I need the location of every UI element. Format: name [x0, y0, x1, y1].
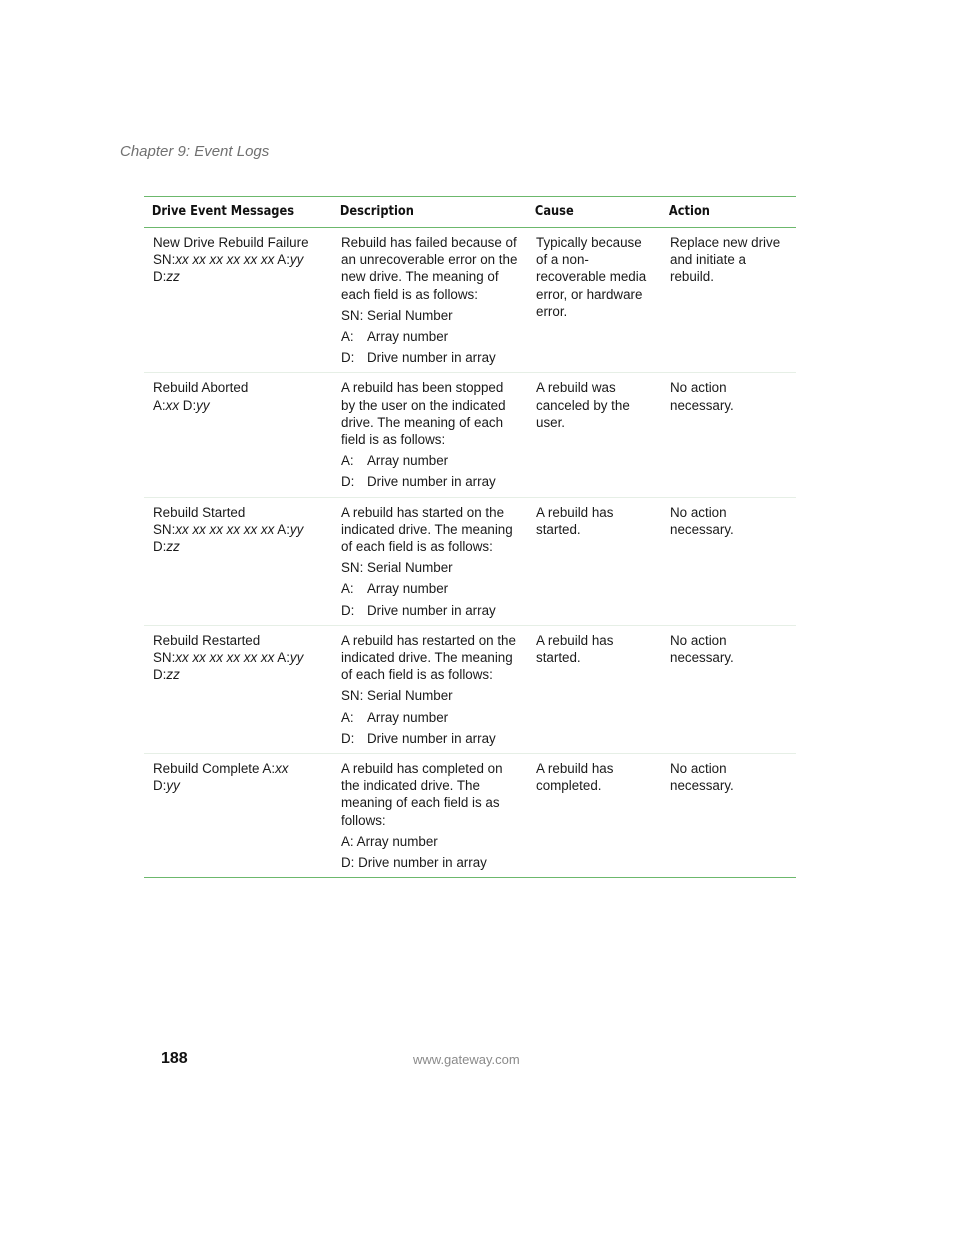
field-line: D: Drive number in array — [341, 855, 487, 871]
column-header: Cause — [534, 204, 574, 220]
column-header: Drive Event Messages — [151, 204, 295, 220]
event-cause: A rebuild was canceled by the user. — [536, 380, 630, 430]
column-header: Action — [668, 204, 710, 220]
table-row — [144, 498, 796, 626]
event-message: Rebuild Complete A:xx D:yy — [153, 761, 289, 794]
chapter-title: Chapter 9: Event Logs — [120, 143, 270, 160]
event-action: No action necessary. — [670, 380, 734, 413]
event-table — [144, 196, 796, 878]
event-message: Rebuild Aborted A:xx D:yy — [153, 380, 249, 413]
field-line: A: Array number — [341, 709, 449, 725]
event-description: A rebuild has started on the indicated drive. The meaning of each field is as follows: SN: Serial Number A: Array number D: Drive number in array — [332, 498, 527, 625]
event-cause: A rebuild has started. — [536, 504, 614, 537]
field-line: A: Array number — [341, 833, 438, 849]
event-description: Rebuild has failed because of an unrecoverable error on the new drive. The meaning of each field is as follows: SN: Serial Number A: Array number D: Drive number in array — [332, 228, 527, 372]
field-line: D: Drive number in array — [341, 730, 496, 746]
field-line: D: Drive number in array — [341, 474, 496, 490]
event-action: No action necessary. — [670, 632, 734, 666]
table-header — [144, 197, 796, 228]
event-message: Rebuild Restarted SN:xx xx xx xx xx xx A:yy D:zz — [153, 632, 304, 683]
field-line: A: Array number — [341, 453, 449, 469]
event-action: No action necessary. — [670, 504, 734, 537]
event-description: A rebuild has been stopped by the user on the indicated drive. The meaning of each field is as follows: A: Array number D: Drive number in array — [332, 373, 527, 496]
page-number: 188 — [161, 1050, 188, 1067]
event-cause: A rebuild has started. — [536, 632, 614, 666]
field-line: SN: Serial Number — [341, 307, 453, 323]
field-line: A: Array number — [341, 329, 449, 345]
event-description: A rebuild has completed on the indicated drive. The meaning of each field is as follows: A: Array number D: Drive number in array — [332, 754, 527, 877]
field-line: A: Array number — [341, 581, 449, 597]
field-line: SN: Serial Number — [341, 688, 453, 704]
event-action: Replace new drive and initiate a rebuild. — [670, 235, 781, 285]
event-cause: Typically because of a non-recoverable media error, or hardware error. — [536, 235, 647, 319]
field-line: D: Drive number in array — [341, 602, 496, 618]
field-line: D: Drive number in array — [341, 350, 496, 366]
table-row — [144, 228, 796, 373]
column-header: Description — [339, 204, 414, 220]
event-message: New Drive Rebuild Failure SN:xx xx xx xx xx xx A:yy D:zz — [153, 235, 309, 285]
table-row — [144, 626, 796, 754]
event-message: Rebuild Started SN:xx xx xx xx xx xx A:yy D:zz — [153, 504, 304, 555]
table-row — [144, 373, 796, 497]
event-description: A rebuild has restarted on the indicated drive. The meaning of each field is as follows: SN: Serial Number A: Array number D: Drive number in array — [332, 626, 527, 753]
field-line: SN: Serial Number — [341, 560, 453, 576]
table-row — [144, 754, 796, 877]
footer-url[interactable]: www.gateway.com — [413, 1052, 520, 1067]
event-cause: A rebuild has completed. — [536, 761, 614, 794]
event-action: No action necessary. — [670, 761, 734, 794]
